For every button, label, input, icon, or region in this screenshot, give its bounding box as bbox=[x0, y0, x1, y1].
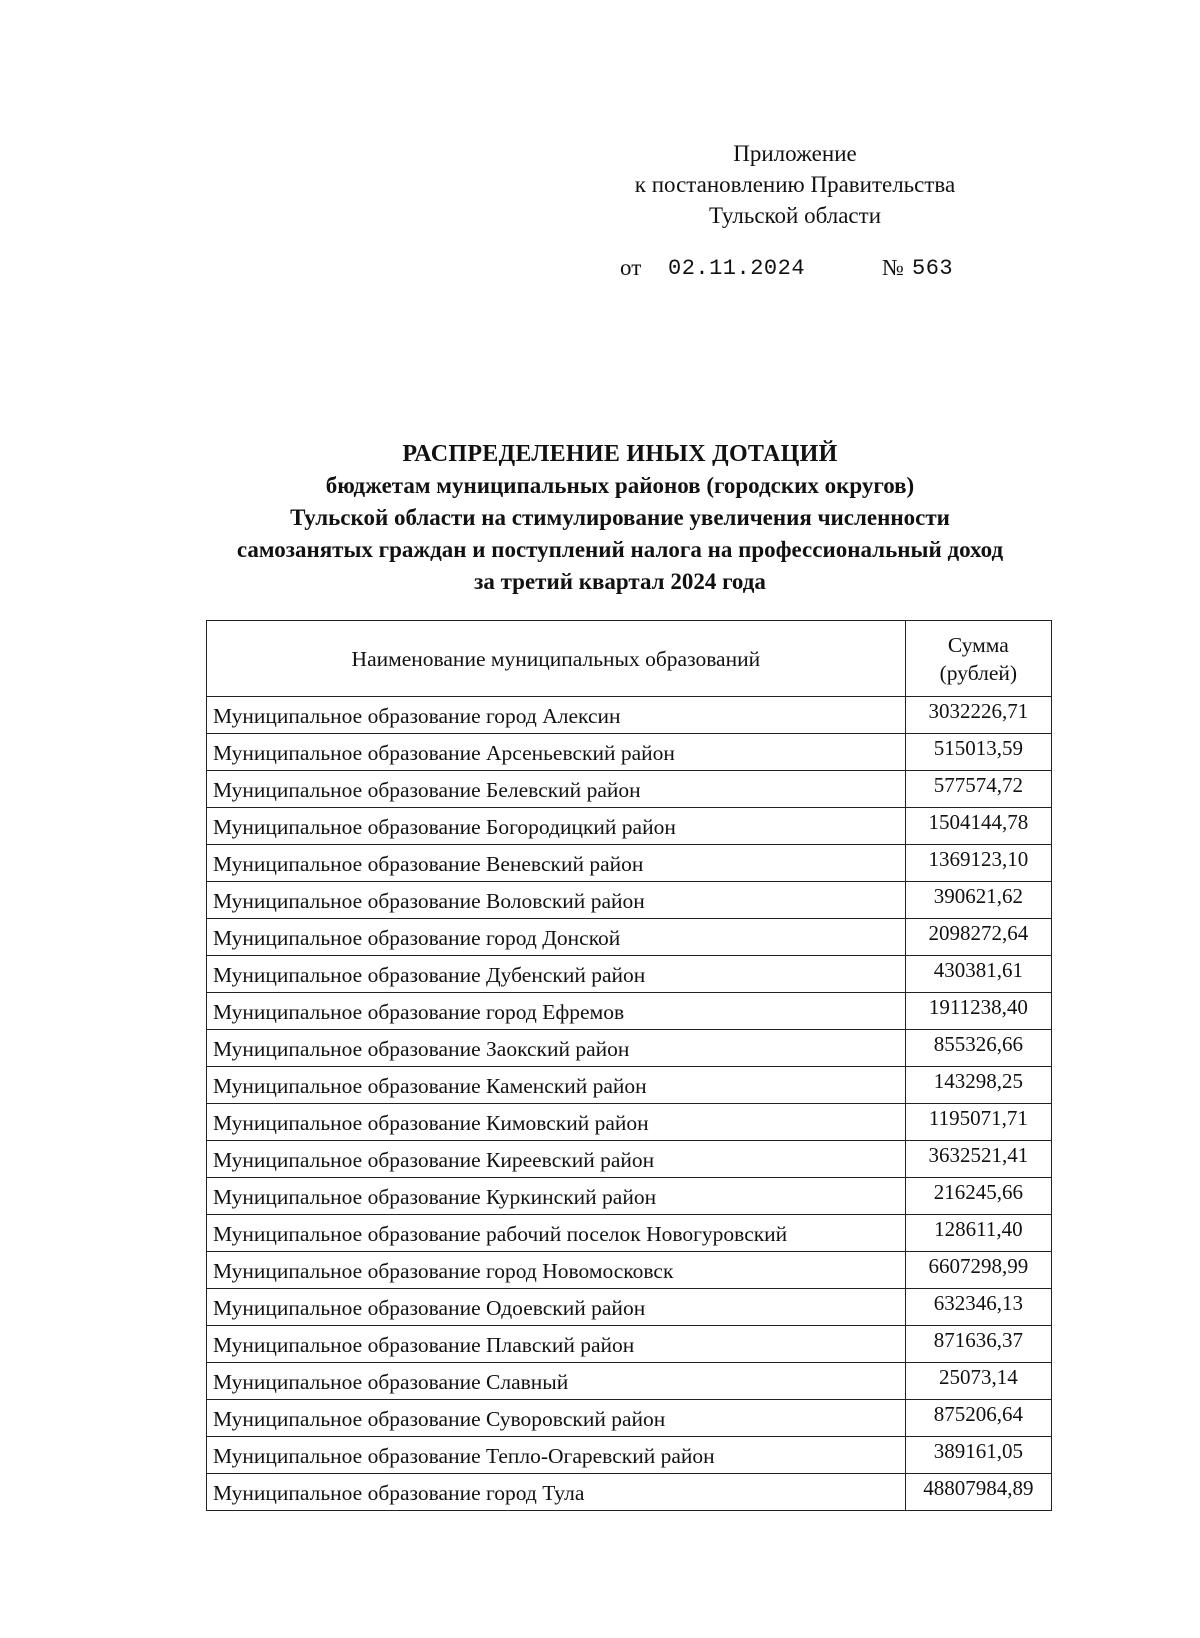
municipality-name-cell: Муниципальное образование Славный bbox=[207, 1363, 906, 1400]
header-sum-line-1: Сумма bbox=[947, 632, 1009, 657]
sum-cell: 875206,64 bbox=[905, 1400, 1051, 1437]
table-row bbox=[207, 993, 1052, 1030]
municipality-name-cell: Муниципальное образование Тепло-Огаревский район bbox=[207, 1437, 906, 1474]
annex-line-2: к постановлению Правительства bbox=[634, 172, 956, 197]
municipality-name-cell: Муниципальное образование Заокский район bbox=[207, 1030, 906, 1067]
municipality-name-cell: Муниципальное образование Киреевский район bbox=[207, 1141, 906, 1178]
sum-cell: 1369123,10 bbox=[905, 845, 1051, 882]
annex-line-3: Тульской области bbox=[708, 203, 882, 228]
sum-cell: 25073,14 bbox=[905, 1363, 1051, 1400]
table-row bbox=[207, 1178, 1052, 1215]
sum-cell: 48807984,89 bbox=[905, 1474, 1051, 1511]
resolution-date-prefix: от bbox=[620, 255, 642, 280]
title-line-5: за третий квартал 2024 года bbox=[474, 569, 766, 594]
municipality-name-cell: Муниципальное образование Арсеньевский район bbox=[207, 734, 906, 771]
table-row bbox=[207, 1363, 1052, 1400]
sum-cell: 1195071,71 bbox=[905, 1104, 1051, 1141]
table-row bbox=[207, 734, 1052, 771]
table-row bbox=[207, 1252, 1052, 1289]
sum-cell: 389161,05 bbox=[905, 1437, 1051, 1474]
table-header-row bbox=[207, 621, 1052, 697]
municipality-name-cell: Муниципальное образование город Ефремов bbox=[207, 993, 906, 1030]
sum-cell: 3032226,71 bbox=[905, 697, 1051, 734]
sum-cell: 6607298,99 bbox=[905, 1252, 1051, 1289]
resolution-number-prefix: № bbox=[882, 255, 904, 280]
resolution-number: 563 bbox=[912, 256, 954, 281]
municipality-name-cell: Муниципальное образование Белевский район bbox=[207, 771, 906, 808]
resolution-date: 02.11.2024 bbox=[668, 256, 806, 281]
table-row bbox=[207, 956, 1052, 993]
allocation-table bbox=[206, 620, 1052, 1511]
municipality-name-cell: Муниципальное образование Богородицкий район bbox=[207, 808, 906, 845]
header-sum bbox=[905, 621, 1051, 697]
sum-cell: 1911238,40 bbox=[905, 993, 1051, 1030]
sum-cell: 3632521,41 bbox=[905, 1141, 1051, 1178]
annex-line-1: Приложение bbox=[733, 141, 857, 166]
table-row bbox=[207, 1437, 1052, 1474]
municipality-name-cell: Муниципальное образование Каменский район bbox=[207, 1067, 906, 1104]
sum-cell: 515013,59 bbox=[905, 734, 1051, 771]
municipality-name-cell: Муниципальное образование рабочий поселок Новогуровский bbox=[207, 1215, 906, 1252]
table-row bbox=[207, 919, 1052, 956]
title-line-4: самозанятых граждан и поступлений налога на профессиональный доход bbox=[236, 537, 1004, 562]
sum-cell: 632346,13 bbox=[905, 1289, 1051, 1326]
table-row bbox=[207, 1400, 1052, 1437]
sum-cell: 2098272,64 bbox=[905, 919, 1051, 956]
municipality-name-cell: Муниципальное образование город Алексин bbox=[207, 697, 906, 734]
table-row bbox=[207, 1326, 1052, 1363]
table-row bbox=[207, 1289, 1052, 1326]
sum-cell: 871636,37 bbox=[905, 1326, 1051, 1363]
header-sum-line-2: (рублей) bbox=[939, 660, 1018, 685]
municipality-name-cell: Муниципальное образование Дубенский район bbox=[207, 956, 906, 993]
table-row bbox=[207, 1030, 1052, 1067]
sum-cell: 430381,61 bbox=[905, 956, 1051, 993]
table-row bbox=[207, 1141, 1052, 1178]
sum-cell: 577574,72 bbox=[905, 771, 1051, 808]
table-row bbox=[207, 882, 1052, 919]
annex-header bbox=[590, 138, 1000, 231]
sum-cell: 1504144,78 bbox=[905, 808, 1051, 845]
table-row bbox=[207, 771, 1052, 808]
sum-cell: 390621,62 bbox=[905, 882, 1051, 919]
sum-cell: 216245,66 bbox=[905, 1178, 1051, 1215]
table-row bbox=[207, 697, 1052, 734]
municipality-name-cell: Муниципальное образование Воловский район bbox=[207, 882, 906, 919]
municipality-name-cell: Муниципальное образование город Тула bbox=[207, 1474, 906, 1511]
title-line-3: Тульской области на стимулирование увеличения численности bbox=[290, 505, 950, 530]
sum-cell: 143298,25 bbox=[905, 1067, 1051, 1104]
table-row bbox=[207, 1067, 1052, 1104]
table-row bbox=[207, 1474, 1052, 1511]
header-municipality-name: Наименование муниципальных образований bbox=[207, 621, 906, 697]
table-row bbox=[207, 808, 1052, 845]
table-row bbox=[207, 845, 1052, 882]
municipality-name-cell: Муниципальное образование Одоевский район bbox=[207, 1289, 906, 1326]
title-line-1: РАСПРЕДЕЛЕНИЕ ИНЫХ ДОТАЦИЙ bbox=[402, 441, 838, 467]
table-row bbox=[207, 1215, 1052, 1252]
municipality-name-cell: Муниципальное образование город Новомосковск bbox=[207, 1252, 906, 1289]
municipality-name-cell: Муниципальное образование Куркинский район bbox=[207, 1178, 906, 1215]
municipality-name-cell: Муниципальное образование Плавский район bbox=[207, 1326, 906, 1363]
municipality-name-cell: Муниципальное образование Веневский район bbox=[207, 845, 906, 882]
document-title bbox=[150, 438, 1090, 598]
municipality-name-cell: Муниципальное образование Кимовский район bbox=[207, 1104, 906, 1141]
municipality-name-cell: Муниципальное образование Суворовский район bbox=[207, 1400, 906, 1437]
sum-cell: 855326,66 bbox=[905, 1030, 1051, 1067]
municipality-name-cell: Муниципальное образование город Донской bbox=[207, 919, 906, 956]
table-body bbox=[207, 697, 1052, 1511]
table-row bbox=[207, 1104, 1052, 1141]
title-line-2: бюджетам муниципальных районов (городских округов) bbox=[325, 473, 915, 498]
sum-cell: 128611,40 bbox=[905, 1215, 1051, 1252]
